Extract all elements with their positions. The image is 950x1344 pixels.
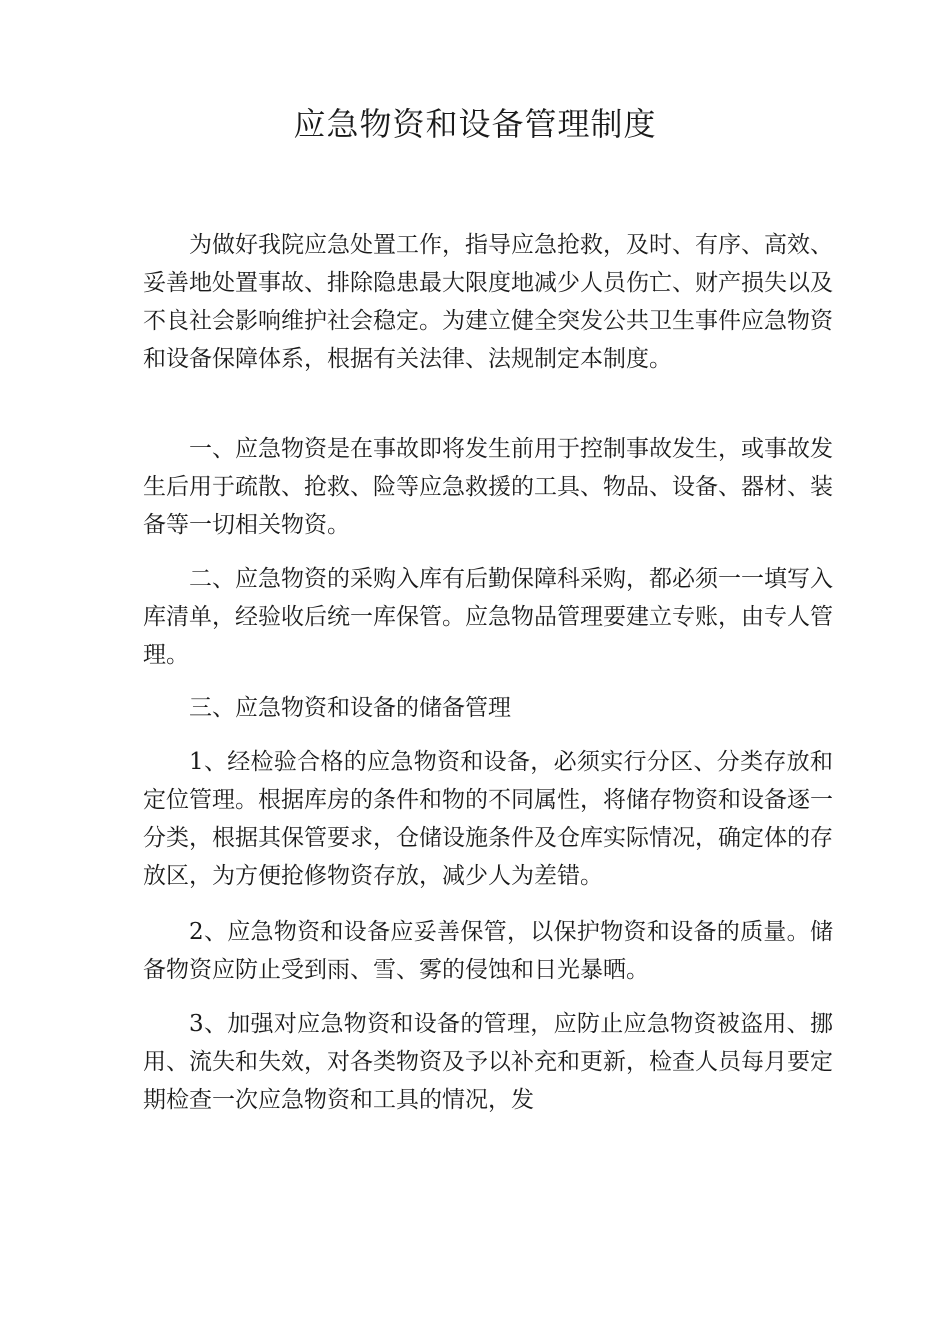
paragraph-section-1: 一、应急物资是在事故即将发生前用于控制事故发生，或事故发生后用于疏散、抢救、险等应急救援的工具、物品、设备、器材、装备等一切相关物资。	[143, 436, 833, 538]
paragraph-item-3: 3、加强对应急物资和设备的管理，应防止应急物资被盗用、挪用、流失和失效，对各类物资及予以补充和更新，检查人员每月要定期检查一次应急物资和工具的情况，发	[143, 1011, 833, 1113]
paragraph-item-1: 1、经检验合格的应急物资和设备，必须实行分区、分类存放和定位管理。根据库房的条件和物的不同属性，将储存物资和设备逐一分类，根据其保管要求，仓储设施条件及仓库实际情况，确定体的存放区，为方便抢修物资存放，减少人为差错。	[143, 749, 833, 889]
paragraph-section-2: 二、应急物资的采购入库有后勤保障科采购，都必须一一填写入库清单，经验收后统一库保管。应急物品管理要建立专账，由专人管理。	[143, 566, 833, 668]
paragraph-section-3-heading: 三、应急物资和设备的储备管理	[189, 695, 511, 721]
document-title: 应急物资和设备管理制度	[293, 105, 657, 143]
paragraph-item-2: 2、应急物资和设备应妥善保管，以保护物资和设备的质量。储备物资应防止受到雨、雪、雾的侵蚀和日光暴晒。	[143, 919, 833, 983]
paragraph-intro: 为做好我院应急处置工作，指导应急抢救，及时、有序、高效、妥善地处置事故、排除隐患最大限度地减少人员伤亡、财产损失以及不良社会影响维护社会稳定。为建立健全突发公共卫生事件应急物资和设备保障体系，根据有关法律、法规制定本制度。	[143, 232, 833, 372]
